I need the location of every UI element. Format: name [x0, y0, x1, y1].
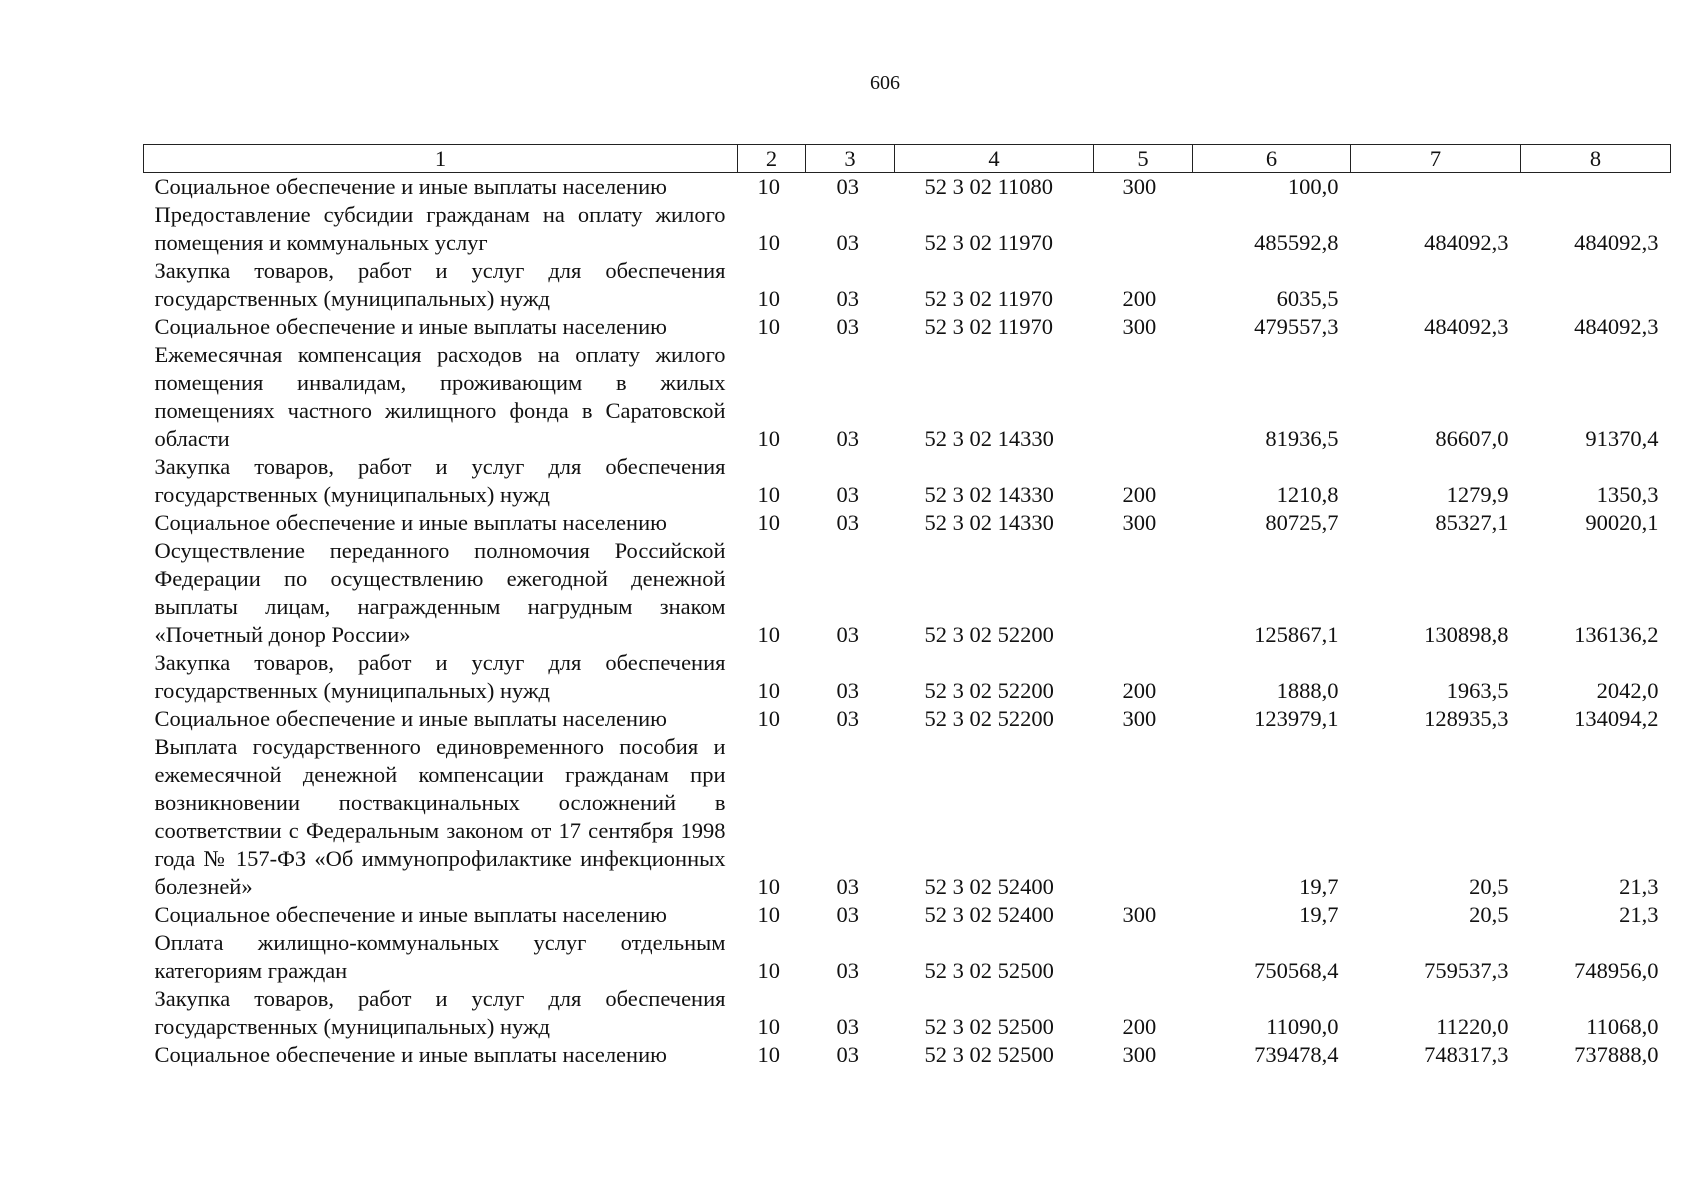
row-subsection: 03: [836, 1042, 859, 1067]
row-amount-year-1: 80725,7: [1265, 510, 1339, 535]
row-name: Закупка товаров, работ и услуг для обеспечения государственных (муниципальных) нужд: [154, 454, 726, 507]
table-row: [144, 985, 1671, 1041]
row-amount-year-3: 1350,3: [1596, 482, 1659, 507]
row-amount-year-1: 19,7: [1299, 874, 1339, 899]
row-expense-type: 200: [1122, 286, 1157, 311]
row-amount-year-1: 6035,5: [1276, 286, 1339, 311]
table-row: [144, 649, 1671, 705]
table-row: [144, 537, 1671, 649]
table-row: [144, 201, 1671, 257]
row-csr: 52 3 02 11970: [924, 230, 1054, 255]
row-section: 10: [757, 958, 780, 983]
row-amount-year-2: 1963,5: [1446, 678, 1509, 703]
row-name: Социальное обеспечение и иные выплаты населению: [154, 1042, 667, 1067]
row-subsection: 03: [836, 706, 859, 731]
row-amount-year-2: [1351, 257, 1521, 313]
row-amount-year-2: 20,5: [1469, 902, 1509, 927]
row-csr: 52 3 02 52400: [924, 874, 1054, 899]
row-amount-year-3: 134094,2: [1574, 706, 1659, 731]
column-header-subsection: 3: [806, 145, 895, 173]
row-expense-type: 300: [1122, 174, 1157, 199]
row-name: Оплата жилищно-коммунальных услуг отдельным категориям граждан: [154, 930, 726, 983]
table-header: [144, 145, 1671, 173]
row-section: 10: [757, 230, 780, 255]
row-csr: 52 3 02 52500: [924, 958, 1054, 983]
row-amount-year-1: 1210,8: [1276, 482, 1339, 507]
row-amount-year-3: 90020,1: [1585, 510, 1659, 535]
row-amount-year-3: 21,3: [1619, 874, 1659, 899]
row-expense-type: 300: [1122, 1042, 1157, 1067]
row-expense-type: 200: [1122, 482, 1157, 507]
row-csr: 52 3 02 11080: [924, 174, 1054, 199]
row-section: 10: [757, 314, 780, 339]
row-csr: 52 3 02 52200: [924, 678, 1054, 703]
row-name: Выплата государственного единовременного пособия и ежемесячной денежной компенсации гражданам при возникновении поствакцинальных осложнений в соответствии с Федеральным законом от 17 сентября 1998 года № 157-ФЗ «Об иммунопрофилактике инфекционных болезней»: [154, 734, 726, 899]
column-header-section: 2: [738, 145, 806, 173]
row-subsection: 03: [836, 622, 859, 647]
page-number: 606: [870, 72, 900, 94]
row-amount-year-3: 11068,0: [1586, 1014, 1659, 1039]
row-csr: 52 3 02 11970: [924, 314, 1054, 339]
row-subsection: 03: [836, 426, 859, 451]
table-row: [144, 453, 1671, 509]
row-amount-year-2: 20,5: [1469, 874, 1509, 899]
row-subsection: 03: [836, 230, 859, 255]
row-csr: 52 3 02 14330: [924, 482, 1054, 507]
row-amount-year-2: 130898,8: [1424, 622, 1509, 647]
row-amount-year-3: 484092,3: [1574, 314, 1659, 339]
row-amount-year-2: 1279,9: [1446, 482, 1509, 507]
budget-table: [143, 144, 1671, 1069]
row-amount-year-3: 2042,0: [1596, 678, 1659, 703]
row-csr: 52 3 02 52400: [924, 902, 1054, 927]
row-amount-year-2: [1351, 173, 1521, 202]
row-amount-year-1: 739478,4: [1254, 1042, 1339, 1067]
row-amount-year-2: 759537,3: [1424, 958, 1509, 983]
row-subsection: 03: [836, 510, 859, 535]
row-name: Закупка товаров, работ и услуг для обеспечения государственных (муниципальных) нужд: [154, 650, 726, 703]
row-amount-year-2: 11220,0: [1436, 1014, 1509, 1039]
row-section: 10: [757, 286, 780, 311]
row-name: Закупка товаров, работ и услуг для обеспечения государственных (муниципальных) нужд: [154, 986, 726, 1039]
row-amount-year-3: 136136,2: [1574, 622, 1659, 647]
row-expense-type: 300: [1122, 706, 1157, 731]
row-amount-year-2: 748317,3: [1424, 1042, 1509, 1067]
row-expense-type: 300: [1122, 314, 1157, 339]
row-amount-year-1: 11090,0: [1266, 1014, 1339, 1039]
row-amount-year-1: 750568,4: [1254, 958, 1339, 983]
row-name: Социальное обеспечение и иные выплаты населению: [154, 706, 667, 731]
row-name: Социальное обеспечение и иные выплаты населению: [154, 174, 667, 199]
row-amount-year-3: 737888,0: [1574, 1042, 1659, 1067]
row-amount-year-1: 1888,0: [1276, 678, 1339, 703]
row-subsection: 03: [836, 678, 859, 703]
row-amount-year-1: 485592,8: [1254, 230, 1339, 255]
row-name: Социальное обеспечение и иные выплаты населению: [154, 902, 667, 927]
row-csr: 52 3 02 52200: [924, 622, 1054, 647]
row-subsection: 03: [836, 286, 859, 311]
table-row: [144, 173, 1671, 202]
row-csr: 52 3 02 52200: [924, 706, 1054, 731]
table-row: [144, 509, 1671, 537]
row-csr: 52 3 02 11970: [924, 286, 1054, 311]
column-header-csr: 4: [895, 145, 1094, 173]
row-section: 10: [757, 1014, 780, 1039]
table-row: [144, 929, 1671, 985]
row-expense-type: [1094, 733, 1193, 901]
row-name: Ежемесячная компенсация расходов на оплату жилого помещения инвалидам, проживающим в жилых помещениях частного жилищного фонда в Саратовской области: [154, 342, 726, 451]
row-subsection: 03: [836, 174, 859, 199]
row-name: Закупка товаров, работ и услуг для обеспечения государственных (муниципальных) нужд: [154, 258, 726, 311]
row-amount-year-2: 484092,3: [1424, 230, 1509, 255]
row-expense-type: [1094, 537, 1193, 649]
row-amount-year-2: 128935,3: [1424, 706, 1509, 731]
row-section: 10: [757, 1042, 780, 1067]
row-amount-year-1: 125867,1: [1254, 622, 1339, 647]
row-subsection: 03: [836, 482, 859, 507]
column-header-year-2: 7: [1351, 145, 1521, 173]
row-amount-year-3: 748956,0: [1574, 958, 1659, 983]
row-amount-year-1: 100,0: [1287, 174, 1339, 199]
row-section: 10: [757, 174, 780, 199]
column-header-year-3: 8: [1521, 145, 1671, 173]
row-expense-type: 200: [1122, 678, 1157, 703]
row-amount-year-3: 484092,3: [1574, 230, 1659, 255]
row-name: Осуществление переданного полномочия Российской Федерации по осуществлению ежегодной денежной выплаты лицам, награжденным нагрудным знаком «Почетный донор России»: [154, 538, 726, 647]
column-header-name: 1: [144, 145, 738, 173]
table-row: [144, 733, 1671, 901]
row-amount-year-3: [1521, 173, 1671, 202]
row-expense-type: 300: [1122, 510, 1157, 535]
row-amount-year-1: 479557,3: [1254, 314, 1339, 339]
row-section: 10: [757, 678, 780, 703]
table-body: [144, 173, 1671, 1070]
table-row: [144, 1041, 1671, 1069]
row-amount-year-3: [1521, 257, 1671, 313]
row-subsection: 03: [836, 314, 859, 339]
row-amount-year-2: 86607,0: [1435, 426, 1509, 451]
row-subsection: 03: [836, 902, 859, 927]
row-amount-year-2: 85327,1: [1435, 510, 1509, 535]
row-expense-type: [1094, 929, 1193, 985]
row-name: Социальное обеспечение и иные выплаты населению: [154, 314, 667, 339]
row-amount-year-1: 81936,5: [1265, 426, 1339, 451]
table-row: [144, 341, 1671, 453]
row-subsection: 03: [836, 1014, 859, 1039]
table-row: [144, 705, 1671, 733]
row-section: 10: [757, 902, 780, 927]
row-expense-type: 300: [1122, 902, 1157, 927]
row-expense-type: [1094, 341, 1193, 453]
header-row: [144, 145, 1671, 173]
row-section: 10: [757, 510, 780, 535]
row-section: 10: [757, 874, 780, 899]
row-csr: 52 3 02 52500: [924, 1042, 1054, 1067]
table-row: [144, 901, 1671, 929]
table-row: [144, 257, 1671, 313]
row-expense-type: 200: [1122, 1014, 1157, 1039]
row-csr: 52 3 02 52500: [924, 1014, 1054, 1039]
row-name: Предоставление субсидии гражданам на оплату жилого помещения и коммунальных услуг: [154, 202, 726, 255]
row-csr: 52 3 02 14330: [924, 510, 1054, 535]
row-section: 10: [757, 706, 780, 731]
row-section: 10: [757, 482, 780, 507]
row-amount-year-1: 19,7: [1299, 902, 1339, 927]
row-amount-year-3: 21,3: [1619, 902, 1659, 927]
row-subsection: 03: [836, 958, 859, 983]
row-csr: 52 3 02 14330: [924, 426, 1054, 451]
row-name: Социальное обеспечение и иные выплаты населению: [154, 510, 667, 535]
row-amount-year-3: 91370,4: [1585, 426, 1659, 451]
row-expense-type: [1094, 201, 1193, 257]
row-amount-year-2: 484092,3: [1424, 314, 1509, 339]
row-subsection: 03: [836, 874, 859, 899]
row-section: 10: [757, 622, 780, 647]
row-amount-year-1: 123979,1: [1254, 706, 1339, 731]
table-row: [144, 313, 1671, 341]
column-header-year-1: 6: [1193, 145, 1351, 173]
row-section: 10: [757, 426, 780, 451]
column-header-vr: 5: [1094, 145, 1193, 173]
